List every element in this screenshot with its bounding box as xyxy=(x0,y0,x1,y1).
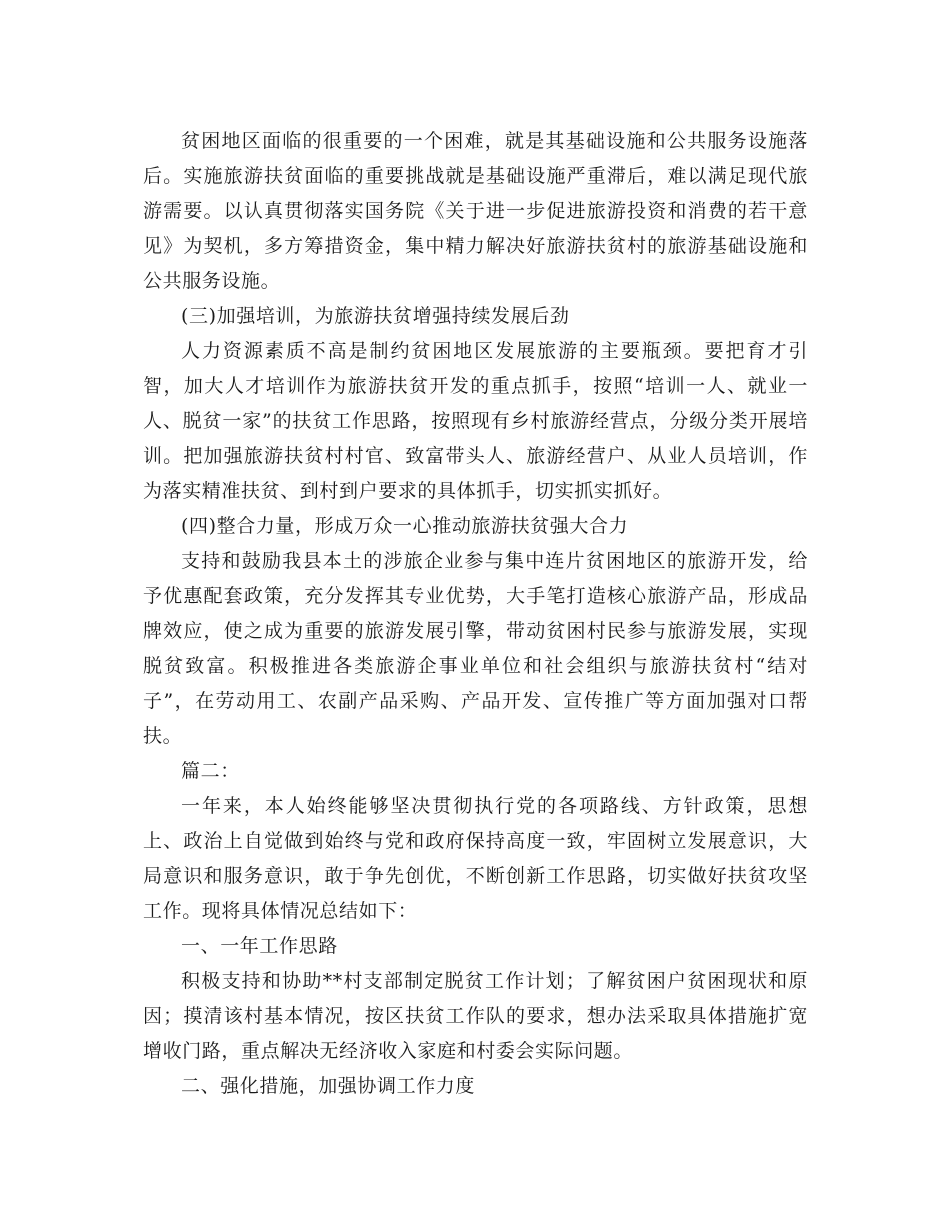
heading-training: (三)加强培训，为旅游扶贫增强持续发展后劲 xyxy=(181,305,570,327)
paragraph-integration: 支持和鼓励我县本土的涉旅企业参与集中连片贫困地区的旅游开发，给予优惠配套政策，充分发挥其专业优势，大手笔打造核心旅游产品，形成品牌效应，使之成为重要的旅游发展引擎，带动贫困村民参与旅游发展，实现脱贫致富。积极推进各类旅游企事业单位和社会组织与旅游扶贫村“结对子”，在劳动用工、农副产品采购、产品开发、宣传推广等方面加强对口帮扶。 xyxy=(143,550,808,747)
paragraph-training: 人力资源素质不高是制约贫困地区发展旅游的主要瓶颈。要把育才引智，加大人才培训作为旅游扶贫开发的重点抓手，按照“培训一人、就业一人、脱贫一家”的扶贫工作思路，按照现有乡村旅游经营点，分级分类开展培训。把加强旅游扶贫村村官、致富带头人、旅游经营户、从业人员培训，作为落实精准扶贫、到村到户要求的具体抓手，切实抓实抓好。 xyxy=(143,340,808,502)
document-body xyxy=(143,124,808,1104)
heading-work-ideas: 一、一年工作思路 xyxy=(181,935,338,957)
paragraph-work-ideas: 积极支持和协助**村支部制定脱贫工作计划；了解贫困户贫困现状和原因；摸清该村基本情况，按区扶贫工作队的要求，想办法采取具体措施扩宽增收门路，重点解决无经济收入家庭和村委会实际问题。 xyxy=(143,970,808,1062)
heading-integration: (四)整合力量，形成万众一心推动旅游扶贫强大合力 xyxy=(181,515,629,537)
heading-measures: 二、强化措施，加强协调工作力度 xyxy=(181,1075,476,1097)
paragraph-infrastructure: 贫困地区面临的很重要的一个困难，就是其基础设施和公共服务设施落后。实施旅游扶贫面临的重要挑战就是基础设施严重滞后，难以满足现代旅游需要。以认真贯彻落实国务院《关于进一步促进旅游投资和消费的若干意见》为契机，多方筹措资金，集中精力解决好旅游扶贫村的旅游基础设施和公共服务设施。 xyxy=(143,130,808,292)
heading-part-two: 篇二： xyxy=(181,760,240,782)
paragraph-summary-intro: 一年来，本人始终能够坚决贯彻执行党的各项路线、方针政策，思想上、政治上自觉做到始终与党和政府保持高度一致，牢固树立发展意识，大局意识和服务意识，敢于争先创优，不断创新工作思路，切实做好扶贫攻坚工作。现将具体情况总结如下： xyxy=(143,795,808,922)
